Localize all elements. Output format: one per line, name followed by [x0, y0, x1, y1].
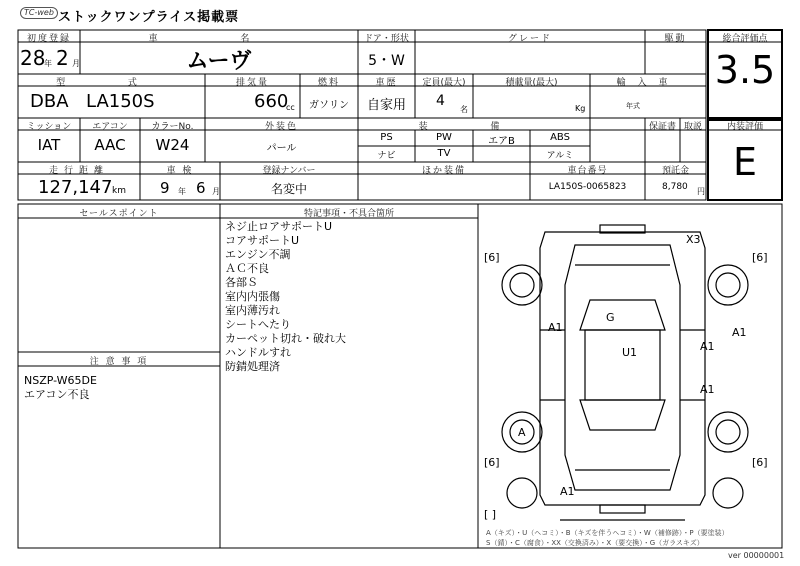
equip-alumi: アルミ: [546, 151, 574, 161]
model-code-value: DBA: [30, 91, 69, 112]
mark-a1-bottom: A1: [560, 485, 575, 498]
car-name-value: ムーヴ: [186, 49, 252, 74]
unit-seats: 名: [460, 105, 468, 114]
spare-bracket: [ ]: [484, 508, 497, 521]
brand-logo: TC-web: [20, 7, 58, 19]
reg-number-value: 名変中: [270, 182, 307, 196]
label-deposit: 預託金: [661, 166, 689, 176]
inspection-month-value: 6: [196, 179, 206, 197]
label-aircon: エアコン: [92, 122, 128, 132]
unit-inspection-month: 月: [212, 187, 220, 196]
label-equipment: 装 備: [418, 122, 530, 132]
unit-month: 月: [72, 59, 80, 68]
mark-x3: X3: [686, 233, 701, 246]
deposit-value: 8,780: [662, 182, 688, 192]
note-item: コアサポートU: [225, 234, 300, 247]
label-warranty: 保証書: [648, 122, 676, 132]
legend-line-2: S（錆）・C（腐食）・XX（交換済み）・X（要交換）・G（ガラスキズ）: [486, 539, 704, 547]
note-item: エンジン不調: [225, 248, 291, 261]
label-notes: 特記事項・不具合箇所: [303, 209, 394, 219]
note-item: 室内内張傷: [225, 290, 280, 303]
unit-km: km: [112, 186, 126, 196]
chassis-no-value: LA150S-0065823: [548, 182, 627, 192]
exterior-value: パール: [266, 143, 297, 154]
equip-tv: TV: [437, 148, 451, 159]
note-item: シートへたり: [225, 318, 291, 331]
fuel-value: ガソリン: [309, 100, 349, 111]
unit-year: 年: [44, 59, 52, 68]
mark-g: G: [606, 311, 615, 324]
mark-u1: U1: [622, 346, 638, 359]
caution-item: NSZP-W65DE: [24, 374, 97, 387]
version-label: ver 00000001: [728, 551, 785, 560]
mark-a: A: [518, 426, 526, 439]
label-exterior: 外装色: [264, 122, 298, 132]
label-caution: 注 意 事 項: [89, 357, 149, 367]
note-item: 防錆処理済: [225, 360, 280, 373]
unit-yen: 円: [697, 187, 705, 196]
equip-airbag: エアB: [488, 136, 515, 147]
label-sales-point: セールスポイント: [79, 209, 159, 219]
label-history: 車歴: [375, 78, 398, 88]
label-inspection: 車 検: [166, 166, 194, 176]
capacity-value: 4: [436, 93, 445, 109]
label-reg-number: 登録ナンバー: [262, 166, 316, 176]
label-color: カラーNo.: [151, 122, 194, 132]
note-item: 各部Ｓ: [225, 276, 258, 289]
equip-pw: PW: [436, 132, 452, 143]
history-value: 自家用: [366, 98, 406, 113]
label-manual: 取説: [683, 122, 702, 132]
interior-score-value: E: [732, 140, 757, 184]
label-chassis-no: 車台番号: [567, 166, 608, 176]
label-other-equipment: ほか装備: [421, 166, 466, 176]
unit-cc: cc: [286, 103, 295, 112]
first-reg-year: 28: [20, 46, 46, 70]
equip-abs: ABS: [550, 132, 570, 143]
label-interior-score: 内装評価: [726, 122, 763, 132]
caution-list: [24, 374, 97, 402]
mark-a1-right-mid: A1: [700, 340, 715, 353]
equip-navi: ナビ: [377, 151, 396, 161]
first-reg-month: 2: [56, 46, 69, 70]
label-load: 積載量(最大): [505, 78, 558, 88]
color-no-value: W24: [155, 136, 190, 154]
equip-ps: PS: [380, 132, 393, 143]
label-overall-score: 総合評価点: [722, 34, 768, 44]
label-grade: グレード: [507, 34, 552, 44]
unit-model-year: 年式: [626, 102, 640, 110]
aircon-value: AAC: [94, 136, 126, 154]
model-value: LA150S: [86, 91, 155, 112]
tire-rear-left: [6]: [484, 456, 500, 469]
mark-a1-right-top: A1: [732, 326, 747, 339]
caution-item: エアコン不良: [24, 388, 90, 401]
tire-front-left: [6]: [484, 251, 500, 264]
displacement-value: 660: [254, 91, 289, 112]
mission-value: IAT: [37, 136, 61, 154]
mark-a1-left: A1: [548, 321, 563, 334]
label-mileage: 走行距離: [48, 166, 109, 176]
unit-kg: Kg: [575, 104, 586, 113]
note-item: ハンドルすれ: [225, 346, 291, 359]
label-displacement: 排気量: [235, 78, 269, 88]
label-door-shape: ドア・形状: [364, 34, 409, 44]
label-import: 輸入車: [616, 78, 680, 88]
tire-rear-right: [6]: [752, 456, 768, 469]
inspection-year-value: 9: [160, 179, 170, 197]
label-capacity: 定員(最大): [422, 78, 466, 88]
label-car-name: 車 名: [148, 34, 290, 44]
door-shape-value: 5・W: [368, 53, 405, 69]
mileage-value: 127,147: [38, 177, 113, 198]
note-item: ネジ止ロアサポートU: [225, 220, 333, 233]
unit-inspection-year: 年: [178, 187, 186, 196]
label-fuel: 燃料: [317, 78, 340, 88]
mark-a1-right-low: A1: [700, 383, 715, 396]
legend-line-1: A（キズ）・U（ヘコミ）・B（キズを伴うヘコミ）・W（補修跡）・P（要塗装）: [486, 529, 729, 537]
page-title: ストックワンプライス掲載票: [58, 10, 240, 25]
notes-list: [225, 220, 346, 374]
tire-front-right: [6]: [752, 251, 768, 264]
note-item: 室内薄汚れ: [225, 304, 280, 317]
note-item: カーペット切れ・破れ大: [225, 332, 346, 345]
label-drive: 駆動: [664, 34, 687, 44]
car-diagram: [502, 225, 748, 520]
label-model: 型 式: [56, 78, 167, 88]
overall-score-value: 3.5: [714, 48, 776, 92]
note-item: ＡＣ不良: [225, 262, 269, 275]
label-mission: ミッション: [26, 122, 72, 132]
label-first-reg: 初度登録: [26, 34, 71, 44]
